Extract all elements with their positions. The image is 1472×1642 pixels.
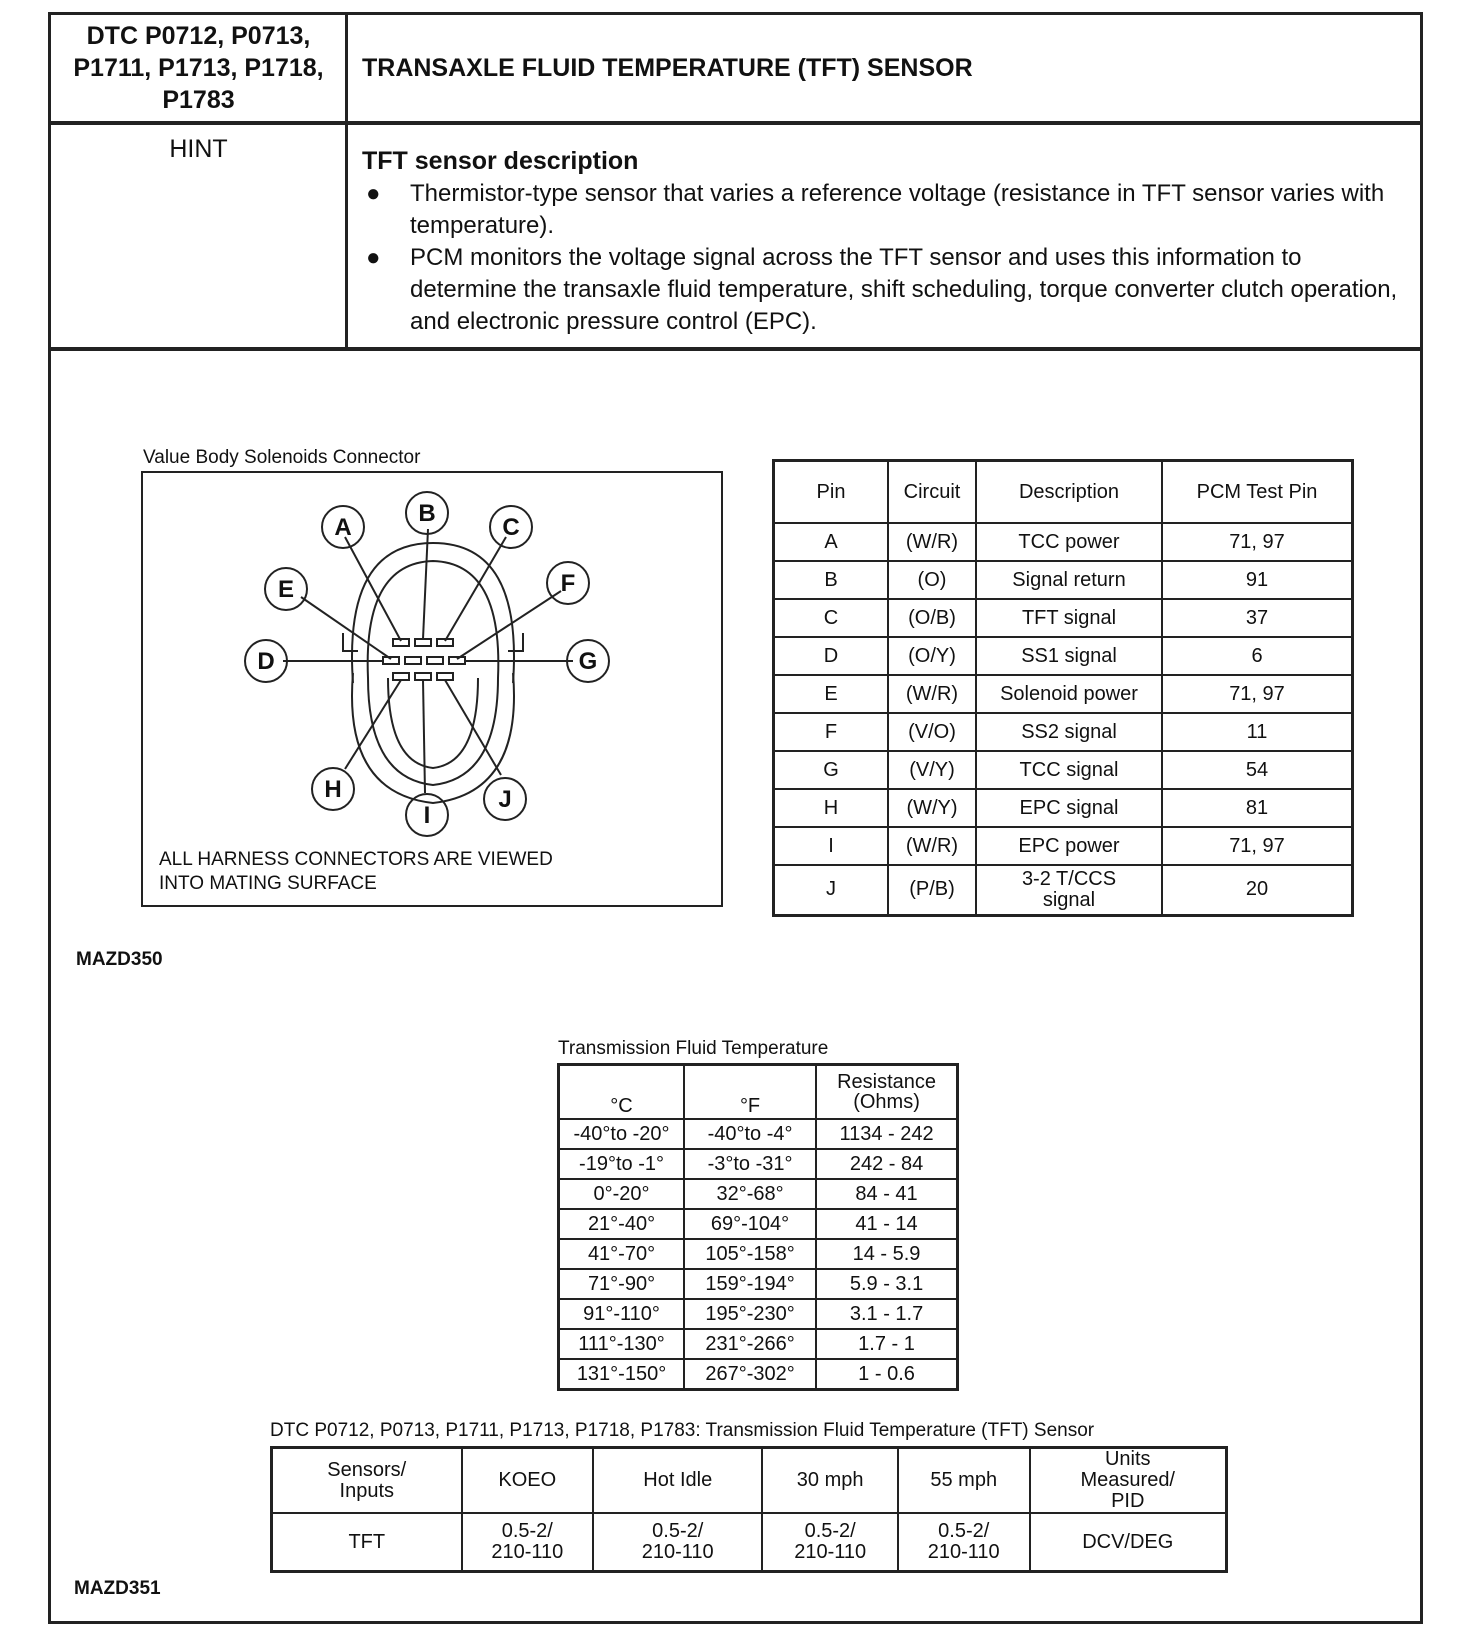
table-cell: 6: [1162, 637, 1353, 675]
table-cell: 131°-150°: [559, 1359, 685, 1390]
table-cell: D: [774, 637, 889, 675]
column-header: Hot Idle: [593, 1448, 762, 1514]
table-cell: -19°to -1°: [559, 1149, 685, 1179]
terminal: [415, 673, 431, 680]
pin-leader-line: [301, 597, 391, 659]
dtc-table-caption: DTC P0712, P0713, P1711, P1713, P1718, P1783: Transmission Fluid Temperature (TFT) Sensor: [270, 1420, 1095, 1441]
page-title-cell: [345, 12, 1423, 124]
pin-leader-line: [457, 591, 561, 659]
table-cell: 71, 97: [1162, 827, 1353, 865]
table-cell: 1.7 - 1: [816, 1329, 957, 1359]
table-row: [272, 1513, 1227, 1572]
table-cell: 37: [1162, 599, 1353, 637]
connector-diagram-frame: [141, 471, 723, 907]
column-header: KOEO: [462, 1448, 594, 1514]
hint-heading: TFT sensor description: [362, 147, 639, 175]
dtc-codes: DTC P0712, P0713, P1711, P1713, P1718, P1783: [73, 22, 324, 114]
table-row: [559, 1269, 958, 1299]
table-cell: (P/B): [888, 865, 976, 915]
table-row: [774, 751, 1353, 789]
table-cell: EPC signal: [976, 789, 1162, 827]
table-cell: (W/R): [888, 675, 976, 713]
table-cell: F: [774, 713, 889, 751]
terminal: [405, 657, 421, 664]
table-cell: 105°-158°: [684, 1239, 816, 1269]
table-cell: H: [774, 789, 889, 827]
terminal: [415, 639, 431, 646]
table-cell: 71, 97: [1162, 675, 1353, 713]
table-row: [774, 865, 1353, 915]
hint-bullet-list: [362, 178, 1406, 338]
table-row: [774, 637, 1353, 675]
table-cell: B: [774, 561, 889, 599]
table-cell: 71°-90°: [559, 1269, 685, 1299]
table-cell: SS1 signal: [976, 637, 1162, 675]
table-row: [559, 1329, 958, 1359]
table-row: [559, 1359, 958, 1390]
table-cell: (O/B): [888, 599, 976, 637]
table-cell: 0°-20°: [559, 1179, 685, 1209]
table-row: [559, 1299, 958, 1329]
table-cell: C: [774, 599, 889, 637]
connector-caption: Value Body Solenoids Connector: [143, 447, 421, 468]
table-cell: 32°-68°: [684, 1179, 816, 1209]
table-cell: I: [774, 827, 889, 865]
table-cell: 0.5-2/ 210-110: [462, 1513, 594, 1572]
pin-leader-line: [445, 537, 506, 641]
bullet-icon: ●: [366, 180, 381, 207]
hint-label: HINT: [169, 135, 228, 163]
hint-bullet-text: PCM monitors the voltage signal across the TFT sensor and uses this information to determine the transaxle fluid temperature, shift scheduling, torque converter clutch operation, and electronic pressure control (EPC).: [410, 244, 1398, 335]
connector-bracket: [508, 633, 523, 651]
tft-table-caption: Transmission Fluid Temperature: [558, 1038, 829, 1059]
table-cell: 0.5-2/ 210-110: [593, 1513, 762, 1572]
table-cell: A: [774, 523, 889, 561]
terminal: [437, 673, 453, 680]
table-cell: (W/R): [888, 827, 976, 865]
table-row: [559, 1179, 958, 1209]
table-cell: 20: [1162, 865, 1353, 915]
pin-label-c: C: [502, 514, 520, 541]
table-cell: 41°-70°: [559, 1239, 685, 1269]
hint-content-cell: [345, 122, 1423, 350]
pin-leader-line: [423, 529, 428, 639]
table-cell: 242 - 84: [816, 1149, 957, 1179]
table-cell: (V/O): [888, 713, 976, 751]
table-cell: (W/R): [888, 523, 976, 561]
dtc-pid-table: [270, 1446, 1228, 1573]
table-cell: 159°-194°: [684, 1269, 816, 1299]
pin-label-b: B: [418, 500, 436, 527]
table-row: [559, 1239, 958, 1269]
table-cell: 54: [1162, 751, 1353, 789]
hint-bullet-text: Thermistor-type sensor that varies a reference voltage (resistance in TFT sensor varies with temperature).: [410, 180, 1385, 239]
table-row: [774, 523, 1353, 561]
table-cell: 41 - 14: [816, 1209, 957, 1239]
list-item: [362, 242, 1406, 338]
pin-label-e: E: [277, 576, 295, 603]
table-cell: DCV/DEG: [1030, 1513, 1227, 1572]
table-cell: -40°to -20°: [559, 1119, 685, 1149]
table-row: [559, 1119, 958, 1149]
table-cell: SS2 signal: [976, 713, 1162, 751]
table-cell: 267°-302°: [684, 1359, 816, 1390]
pin-label-a: A: [334, 514, 352, 541]
table-cell: 71, 97: [1162, 523, 1353, 561]
pin-label-g: G: [578, 648, 598, 675]
tft-resistance-table: [557, 1063, 959, 1391]
table-row: [774, 599, 1353, 637]
table-cell: (W/Y): [888, 789, 976, 827]
column-header: 55 mph: [898, 1448, 1030, 1514]
bullet-icon: ●: [366, 244, 381, 271]
hint-label-cell: [48, 122, 346, 350]
dtc-code-cell: [48, 12, 346, 124]
table-cell: J: [774, 865, 889, 915]
terminal: [393, 673, 409, 680]
table-cell: (V/Y): [888, 751, 976, 789]
column-header: 30 mph: [762, 1448, 898, 1514]
table-cell: TFT: [272, 1513, 462, 1572]
column-header: Units Measured/ PID: [1030, 1448, 1227, 1514]
table-cell: EPC power: [976, 827, 1162, 865]
pin-table: [772, 459, 1354, 917]
table-cell: 84 - 41: [816, 1179, 957, 1209]
column-header: Pin: [774, 461, 889, 524]
table-cell: 81: [1162, 789, 1353, 827]
terminal: [427, 657, 443, 664]
table-row: [559, 1209, 958, 1239]
table-row: [774, 561, 1353, 599]
column-header: °F: [684, 1065, 816, 1120]
table-cell: -3°to -31°: [684, 1149, 816, 1179]
table-header-row: [272, 1448, 1227, 1514]
table-cell: Solenoid power: [976, 675, 1162, 713]
table-cell: Signal return: [976, 561, 1162, 599]
connector-body-arc-lower: [388, 678, 478, 768]
table-cell: 69°-104°: [684, 1209, 816, 1239]
table-cell: TFT signal: [976, 599, 1162, 637]
connector-note-line2: INTO MATING SURFACE: [159, 873, 377, 894]
table-cell: 111°-130°: [559, 1329, 685, 1359]
table-row: [774, 675, 1353, 713]
pin-leader-line: [423, 680, 425, 793]
table-cell: 1134 - 242: [816, 1119, 957, 1149]
table-header-row: [774, 461, 1353, 524]
table-cell: 195°-230°: [684, 1299, 816, 1329]
column-header: Description: [976, 461, 1162, 524]
table-row: [774, 827, 1353, 865]
table-row: [774, 713, 1353, 751]
table-cell: 0.5-2/ 210-110: [898, 1513, 1030, 1572]
figure-reference-1: MAZD350: [76, 949, 163, 970]
table-cell: 3-2 T/CCS signal: [976, 865, 1162, 915]
table-row: [774, 789, 1353, 827]
column-header: °C: [559, 1065, 685, 1120]
table-cell: TCC power: [976, 523, 1162, 561]
table-cell: 91°-110°: [559, 1299, 685, 1329]
connector-diagram: [143, 473, 721, 905]
table-cell: 0.5-2/ 210-110: [762, 1513, 898, 1572]
column-header: Circuit: [888, 461, 976, 524]
table-cell: E: [774, 675, 889, 713]
figure-reference-2: MAZD351: [74, 1578, 161, 1599]
table-cell: 21°-40°: [559, 1209, 685, 1239]
pin-label-j: J: [498, 786, 512, 813]
table-row: [559, 1149, 958, 1179]
table-cell: -40°to -4°: [684, 1119, 816, 1149]
connector-note-line1: ALL HARNESS CONNECTORS ARE VIEWED: [159, 849, 553, 870]
table-cell: 91: [1162, 561, 1353, 599]
table-cell: TCC signal: [976, 751, 1162, 789]
table-cell: G: [774, 751, 889, 789]
page-title: TRANSAXLE FLUID TEMPERATURE (TFT) SENSOR: [362, 53, 973, 82]
table-cell: 5.9 - 3.1: [816, 1269, 957, 1299]
column-header: PCM Test Pin: [1162, 461, 1353, 524]
column-header: Sensors/ Inputs: [272, 1448, 462, 1514]
table-header-row: [559, 1065, 958, 1120]
column-header: Resistance (Ohms): [816, 1065, 957, 1120]
table-cell: 11: [1162, 713, 1353, 751]
table-cell: 14 - 5.9: [816, 1239, 957, 1269]
table-cell: 1 - 0.6: [816, 1359, 957, 1390]
table-cell: 231°-266°: [684, 1329, 816, 1359]
pin-label-f: F: [560, 570, 576, 597]
pin-label-d: D: [257, 648, 275, 675]
list-item: [362, 178, 1406, 242]
table-cell: 3.1 - 1.7: [816, 1299, 957, 1329]
pin-label-i: I: [423, 802, 431, 829]
pin-label-h: H: [324, 776, 342, 803]
table-cell: (O/Y): [888, 637, 976, 675]
table-cell: (O): [888, 561, 976, 599]
